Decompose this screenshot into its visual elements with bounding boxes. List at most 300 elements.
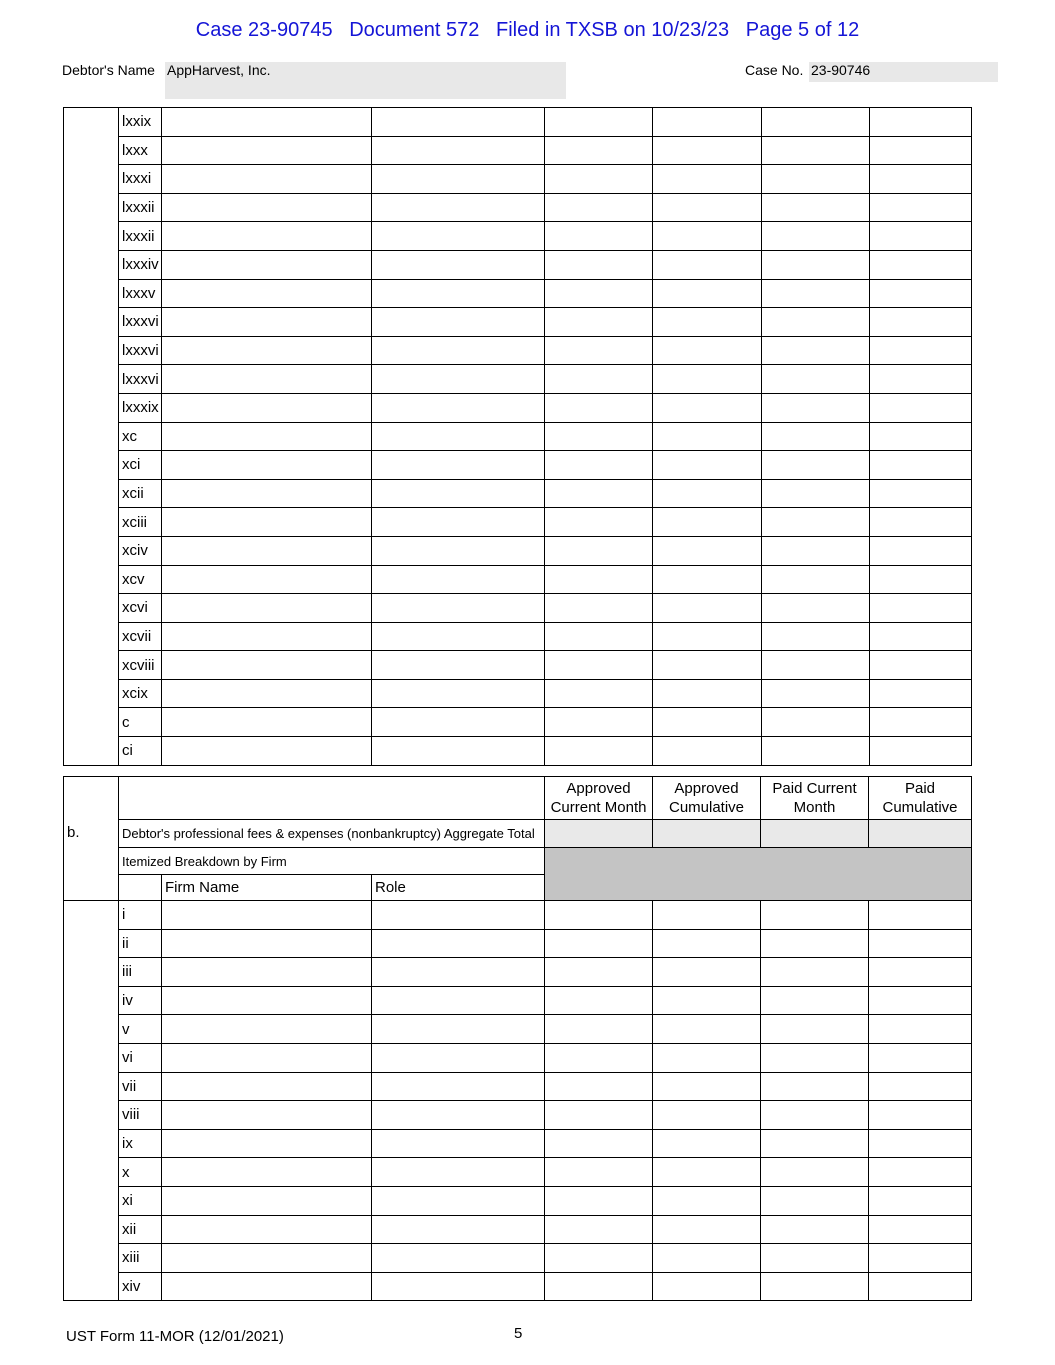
aggregate-approved-cumulative-input[interactable] <box>653 820 761 848</box>
approved-current-input[interactable] <box>545 536 653 565</box>
section-label-cell <box>64 777 119 901</box>
firm-name-input[interactable] <box>162 1015 372 1044</box>
paid-current-input[interactable] <box>762 108 870 137</box>
paid-cumulative-input[interactable] <box>870 708 972 737</box>
row-index: lxxxi <box>119 165 162 194</box>
approved-cumulative-input[interactable] <box>653 108 762 137</box>
approved-current-input[interactable] <box>545 1244 653 1273</box>
paid-cumulative-input[interactable] <box>870 479 972 508</box>
firm-name-input[interactable] <box>162 1129 372 1158</box>
approved-cumulative-input[interactable] <box>653 1244 761 1273</box>
paid-current-input[interactable] <box>761 1186 869 1215</box>
role-input[interactable] <box>372 708 545 737</box>
paid-current-input[interactable] <box>762 622 870 651</box>
role-input[interactable] <box>372 565 545 594</box>
approved-cumulative-input[interactable] <box>653 222 762 251</box>
row-index: xcv <box>119 565 162 594</box>
approved-cumulative-input[interactable] <box>653 1129 761 1158</box>
approved-cumulative-input[interactable] <box>653 479 762 508</box>
firm-name-input[interactable] <box>162 1215 372 1244</box>
firm-name-input[interactable] <box>162 958 372 987</box>
firm-name-input[interactable] <box>162 929 372 958</box>
firm-name-input[interactable] <box>162 136 372 165</box>
paid-cumulative-input[interactable] <box>869 1215 972 1244</box>
role-input[interactable] <box>372 451 545 480</box>
approved-cumulative-input[interactable] <box>653 365 762 394</box>
approved-cumulative-input[interactable] <box>653 1215 761 1244</box>
row-index: xcvi <box>119 594 162 623</box>
role-input[interactable] <box>372 479 545 508</box>
row-index: xiii <box>119 1244 162 1273</box>
role-input[interactable] <box>372 958 545 987</box>
firm-name-input[interactable] <box>162 536 372 565</box>
approved-current-input[interactable] <box>545 250 653 279</box>
approved-cumulative-input[interactable] <box>653 958 761 987</box>
approved-cumulative-input[interactable] <box>653 422 762 451</box>
aggregate-total-label: Debtor's professional fees & expenses (nonbankruptcy) Aggregate Total <box>119 820 545 848</box>
approved-current-input[interactable] <box>545 565 653 594</box>
section-label: b. <box>67 824 80 841</box>
paid-cumulative-input[interactable] <box>869 1244 972 1273</box>
paid-current-input[interactable] <box>762 165 870 194</box>
paid-current-input[interactable] <box>762 279 870 308</box>
debtor-name-label: Debtor's Name <box>62 62 155 78</box>
paid-cumulative-input[interactable] <box>869 1272 972 1301</box>
row-index: lxxxvi <box>119 365 162 394</box>
firm-name-input[interactable] <box>162 422 372 451</box>
approved-cumulative-input[interactable] <box>653 336 762 365</box>
approved-cumulative-input[interactable] <box>653 1101 761 1130</box>
firm-name-input[interactable] <box>162 393 372 422</box>
row-index: lxxxvi <box>119 308 162 337</box>
row-index: vii <box>119 1072 162 1101</box>
role-input[interactable] <box>372 929 545 958</box>
firm-name-input[interactable] <box>162 193 372 222</box>
approved-current-input[interactable] <box>545 222 653 251</box>
firm-name-input[interactable] <box>162 165 372 194</box>
paid-current-input[interactable] <box>762 250 870 279</box>
approved-current-input[interactable] <box>545 1186 653 1215</box>
firm-name-input[interactable] <box>162 451 372 480</box>
header-approved-cumulative: Approved Cumulative <box>653 777 761 820</box>
row-index: lxxxvi <box>119 336 162 365</box>
paid-cumulative-input[interactable] <box>870 737 972 766</box>
table-row <box>64 1186 972 1215</box>
table-row <box>64 1215 972 1244</box>
paid-cumulative-input[interactable] <box>870 336 972 365</box>
firm-name-input[interactable] <box>162 1072 372 1101</box>
approved-current-input[interactable] <box>545 1272 653 1301</box>
firm-name-input[interactable] <box>162 651 372 680</box>
paid-current-input[interactable] <box>762 393 870 422</box>
approved-cumulative-input[interactable] <box>653 536 762 565</box>
case-no-label: Case No. <box>745 62 804 78</box>
approved-cumulative-input[interactable] <box>653 1158 761 1187</box>
approved-current-input[interactable] <box>545 1129 653 1158</box>
paid-cumulative-input[interactable] <box>870 136 972 165</box>
approved-cumulative-input[interactable] <box>653 193 762 222</box>
paid-cumulative-input[interactable] <box>869 929 972 958</box>
row-index: xci <box>119 451 162 480</box>
paid-current-input[interactable] <box>762 737 870 766</box>
approved-current-input[interactable] <box>545 1043 653 1072</box>
paid-current-input[interactable] <box>762 336 870 365</box>
paid-cumulative-input[interactable] <box>870 651 972 680</box>
paid-current-input[interactable] <box>762 308 870 337</box>
paid-current-input[interactable] <box>761 1015 869 1044</box>
approved-current-input[interactable] <box>545 165 653 194</box>
paid-cumulative-input[interactable] <box>869 1101 972 1130</box>
paid-current-input[interactable] <box>762 222 870 251</box>
row-index: xcii <box>119 479 162 508</box>
firm-name-input[interactable] <box>162 622 372 651</box>
firm-name-input[interactable] <box>162 1244 372 1273</box>
approved-cumulative-input[interactable] <box>653 901 761 930</box>
firm-name-header: Firm Name <box>162 875 372 901</box>
paid-cumulative-input[interactable] <box>870 451 972 480</box>
approved-current-input[interactable] <box>545 393 653 422</box>
approved-cumulative-input[interactable] <box>653 1043 761 1072</box>
paid-cumulative-input[interactable] <box>870 422 972 451</box>
approved-current-input[interactable] <box>545 737 653 766</box>
paid-current-input[interactable] <box>762 508 870 537</box>
role-input[interactable] <box>372 193 545 222</box>
table-row <box>64 1101 972 1130</box>
paid-current-input[interactable] <box>762 193 870 222</box>
itemized-breakdown-label: Itemized Breakdown by Firm <box>119 848 545 875</box>
table-row <box>64 165 972 194</box>
paid-current-input[interactable] <box>761 1158 869 1187</box>
role-input[interactable] <box>372 1215 545 1244</box>
paid-cumulative-input[interactable] <box>869 958 972 987</box>
approved-cumulative-input[interactable] <box>653 565 762 594</box>
approved-current-input[interactable] <box>545 958 653 987</box>
row-index: vi <box>119 1043 162 1072</box>
role-input[interactable] <box>372 1101 545 1130</box>
table-row <box>64 708 972 737</box>
case-no-field[interactable]: 23-90746 <box>809 62 998 82</box>
paid-current-input[interactable] <box>762 594 870 623</box>
table-row <box>64 250 972 279</box>
role-input[interactable] <box>372 250 545 279</box>
paid-cumulative-input[interactable] <box>870 365 972 394</box>
firm-name-input[interactable] <box>162 222 372 251</box>
approved-cumulative-input[interactable] <box>653 1186 761 1215</box>
approved-cumulative-input[interactable] <box>653 986 761 1015</box>
paid-cumulative-input[interactable] <box>870 250 972 279</box>
paid-cumulative-input[interactable] <box>869 1129 972 1158</box>
role-input[interactable] <box>372 365 545 394</box>
paid-cumulative-input[interactable] <box>870 508 972 537</box>
table-row <box>64 193 972 222</box>
table-row <box>64 508 972 537</box>
table-row <box>64 1129 972 1158</box>
approved-current-input[interactable] <box>545 594 653 623</box>
firm-name-input[interactable] <box>162 737 372 766</box>
firm-name-input[interactable] <box>162 250 372 279</box>
role-header: Role <box>372 875 545 901</box>
header-approved-current-month: Approved Current Month <box>545 777 653 820</box>
approved-current-input[interactable] <box>545 1215 653 1244</box>
row-index: viii <box>119 1101 162 1130</box>
firm-name-input[interactable] <box>162 594 372 623</box>
approved-cumulative-input[interactable] <box>653 737 762 766</box>
paid-current-input[interactable] <box>761 929 869 958</box>
paid-current-input[interactable] <box>761 1129 869 1158</box>
firm-name-input[interactable] <box>162 901 372 930</box>
row-index: x <box>119 1158 162 1187</box>
paid-current-input[interactable] <box>762 451 870 480</box>
approved-cumulative-input[interactable] <box>653 679 762 708</box>
approved-current-input[interactable] <box>545 1101 653 1130</box>
row-index: xii <box>119 1215 162 1244</box>
role-input[interactable] <box>372 1158 545 1187</box>
table-row <box>64 929 972 958</box>
approved-current-input[interactable] <box>545 679 653 708</box>
firm-name-input[interactable] <box>162 336 372 365</box>
table-row <box>64 1272 972 1301</box>
approved-cumulative-input[interactable] <box>653 165 762 194</box>
paid-cumulative-input[interactable] <box>870 193 972 222</box>
approved-current-input[interactable] <box>545 136 653 165</box>
paid-cumulative-input[interactable] <box>870 165 972 194</box>
paid-current-input[interactable] <box>762 679 870 708</box>
paid-current-input[interactable] <box>762 708 870 737</box>
section-blank-cell <box>64 108 119 766</box>
paid-cumulative-input[interactable] <box>869 901 972 930</box>
header-paid-cumulative: Paid Cumulative <box>869 777 972 820</box>
firm-name-input[interactable] <box>162 1272 372 1301</box>
role-input[interactable] <box>372 536 545 565</box>
role-input[interactable] <box>372 651 545 680</box>
table-row <box>64 594 972 623</box>
approved-current-input[interactable] <box>545 1158 653 1187</box>
approved-current-input[interactable] <box>545 708 653 737</box>
row-index: xciii <box>119 508 162 537</box>
role-input[interactable] <box>372 1043 545 1072</box>
role-input[interactable] <box>372 508 545 537</box>
row-index: ix <box>119 1129 162 1158</box>
table-row <box>64 737 972 766</box>
paid-current-input[interactable] <box>762 365 870 394</box>
approved-current-input[interactable] <box>545 622 653 651</box>
paid-cumulative-input[interactable] <box>869 1043 972 1072</box>
approved-current-input[interactable] <box>545 1072 653 1101</box>
paid-current-input[interactable] <box>761 1215 869 1244</box>
role-input[interactable] <box>372 1186 545 1215</box>
approved-cumulative-input[interactable] <box>653 136 762 165</box>
firm-name-input[interactable] <box>162 1101 372 1130</box>
row-index: xciv <box>119 536 162 565</box>
role-input[interactable] <box>372 336 545 365</box>
paid-current-input[interactable] <box>761 1043 869 1072</box>
approved-current-input[interactable] <box>545 929 653 958</box>
paid-cumulative-input[interactable] <box>870 622 972 651</box>
debtor-name-field[interactable]: AppHarvest, Inc. <box>165 62 566 99</box>
paid-cumulative-input[interactable] <box>870 393 972 422</box>
header-blank-cell <box>119 777 545 820</box>
approved-current-input[interactable] <box>545 279 653 308</box>
approved-cumulative-input[interactable] <box>653 393 762 422</box>
row-index: iii <box>119 958 162 987</box>
paid-current-input[interactable] <box>762 565 870 594</box>
role-input[interactable] <box>372 594 545 623</box>
row-index: ii <box>119 929 162 958</box>
table-row <box>64 308 972 337</box>
paid-current-input[interactable] <box>762 536 870 565</box>
role-input[interactable] <box>372 222 545 251</box>
approved-cumulative-input[interactable] <box>653 451 762 480</box>
row-index: lxxxv <box>119 279 162 308</box>
role-input[interactable] <box>372 279 545 308</box>
row-index: xi <box>119 1186 162 1215</box>
firm-name-input[interactable] <box>162 508 372 537</box>
aggregate-approved-current-input[interactable] <box>545 820 653 848</box>
row-index: iv <box>119 986 162 1015</box>
firm-name-input[interactable] <box>162 1186 372 1215</box>
approved-cumulative-input[interactable] <box>653 651 762 680</box>
role-input[interactable] <box>372 1244 545 1273</box>
table-row <box>64 1015 972 1044</box>
approved-cumulative-input[interactable] <box>653 622 762 651</box>
paid-cumulative-input[interactable] <box>870 308 972 337</box>
header-paid-current-month: Paid Current Month <box>761 777 869 820</box>
approved-cumulative-input[interactable] <box>653 708 762 737</box>
role-input[interactable] <box>372 308 545 337</box>
approved-current-input[interactable] <box>545 193 653 222</box>
table-row <box>64 365 972 394</box>
paid-current-input[interactable] <box>761 958 869 987</box>
approved-current-input[interactable] <box>545 1015 653 1044</box>
approved-current-input[interactable] <box>545 308 653 337</box>
firm-name-input[interactable] <box>162 279 372 308</box>
approved-cumulative-input[interactable] <box>653 929 761 958</box>
paid-cumulative-input[interactable] <box>870 222 972 251</box>
role-input[interactable] <box>372 1272 545 1301</box>
paid-current-input[interactable] <box>761 1072 869 1101</box>
row-index: lxxxii <box>119 222 162 251</box>
table-row <box>64 958 972 987</box>
paid-current-input[interactable] <box>762 651 870 680</box>
paid-cumulative-input[interactable] <box>870 108 972 137</box>
firm-name-input[interactable] <box>162 986 372 1015</box>
role-input[interactable] <box>372 136 545 165</box>
paid-current-input[interactable] <box>762 422 870 451</box>
approved-cumulative-input[interactable] <box>653 308 762 337</box>
firm-name-input[interactable] <box>162 1043 372 1072</box>
approved-current-input[interactable] <box>545 986 653 1015</box>
paid-cumulative-input[interactable] <box>869 1186 972 1215</box>
approved-current-input[interactable] <box>545 651 653 680</box>
approved-current-input[interactable] <box>545 901 653 930</box>
paid-cumulative-input[interactable] <box>870 279 972 308</box>
row-index: v <box>119 1015 162 1044</box>
role-input[interactable] <box>372 622 545 651</box>
approved-cumulative-input[interactable] <box>653 1272 761 1301</box>
approved-current-input[interactable] <box>545 336 653 365</box>
paid-cumulative-input[interactable] <box>869 1158 972 1187</box>
aggregate-paid-cumulative-input[interactable] <box>869 820 972 848</box>
paid-current-input[interactable] <box>761 901 869 930</box>
row-index: lxxix <box>119 108 162 137</box>
paid-current-input[interactable] <box>762 136 870 165</box>
role-input[interactable] <box>372 986 545 1015</box>
firm-name-input[interactable] <box>162 708 372 737</box>
role-input[interactable] <box>372 108 545 137</box>
firm-name-input[interactable] <box>162 565 372 594</box>
paid-cumulative-input[interactable] <box>870 679 972 708</box>
approved-cumulative-input[interactable] <box>653 250 762 279</box>
table-row <box>64 422 972 451</box>
firm-name-input[interactable] <box>162 479 372 508</box>
firm-name-input[interactable] <box>162 108 372 137</box>
role-input[interactable] <box>372 1129 545 1158</box>
approved-cumulative-input[interactable] <box>653 508 762 537</box>
approved-current-input[interactable] <box>545 451 653 480</box>
role-input[interactable] <box>372 422 545 451</box>
firm-name-input[interactable] <box>162 365 372 394</box>
table-row <box>64 336 972 365</box>
firm-name-input[interactable] <box>162 1158 372 1187</box>
role-input[interactable] <box>372 901 545 930</box>
role-input[interactable] <box>372 393 545 422</box>
role-input[interactable] <box>372 1015 545 1044</box>
table-row <box>64 222 972 251</box>
role-input[interactable] <box>372 165 545 194</box>
paid-cumulative-input[interactable] <box>870 565 972 594</box>
approved-current-input[interactable] <box>545 365 653 394</box>
form-footer: UST Form 11-MOR (12/01/2021) <box>66 1328 284 1345</box>
table-row <box>64 565 972 594</box>
row-index: ci <box>119 737 162 766</box>
firm-name-input[interactable] <box>162 308 372 337</box>
row-index: c <box>119 708 162 737</box>
aggregate-paid-current-input[interactable] <box>761 820 869 848</box>
approved-cumulative-input[interactable] <box>653 279 762 308</box>
shaded-block <box>545 848 972 901</box>
table-row <box>64 479 972 508</box>
table-row <box>64 108 972 137</box>
firm-name-input[interactable] <box>162 679 372 708</box>
paid-current-input[interactable] <box>761 1272 869 1301</box>
section-blank-cell <box>64 901 119 1301</box>
paid-current-input[interactable] <box>761 1101 869 1130</box>
paid-cumulative-input[interactable] <box>870 536 972 565</box>
paid-current-input[interactable] <box>761 1244 869 1273</box>
approved-current-input[interactable] <box>545 108 653 137</box>
paid-current-input[interactable] <box>761 986 869 1015</box>
approved-current-input[interactable] <box>545 479 653 508</box>
paid-cumulative-input[interactable] <box>869 1015 972 1044</box>
role-input[interactable] <box>372 737 545 766</box>
paid-current-input[interactable] <box>762 479 870 508</box>
row-index: xcix <box>119 679 162 708</box>
index-header-blank <box>119 875 162 901</box>
row-index: lxxxiv <box>119 250 162 279</box>
paid-cumulative-input[interactable] <box>870 594 972 623</box>
paid-cumulative-input[interactable] <box>869 1072 972 1101</box>
role-input[interactable] <box>372 1072 545 1101</box>
approved-cumulative-input[interactable] <box>653 1015 761 1044</box>
role-input[interactable] <box>372 679 545 708</box>
professional-fees-table-continued <box>63 107 972 766</box>
row-index: xcviii <box>119 651 162 680</box>
paid-cumulative-input[interactable] <box>869 986 972 1015</box>
approved-current-input[interactable] <box>545 508 653 537</box>
approved-current-input[interactable] <box>545 422 653 451</box>
approved-cumulative-input[interactable] <box>653 594 762 623</box>
approved-cumulative-input[interactable] <box>653 1072 761 1101</box>
